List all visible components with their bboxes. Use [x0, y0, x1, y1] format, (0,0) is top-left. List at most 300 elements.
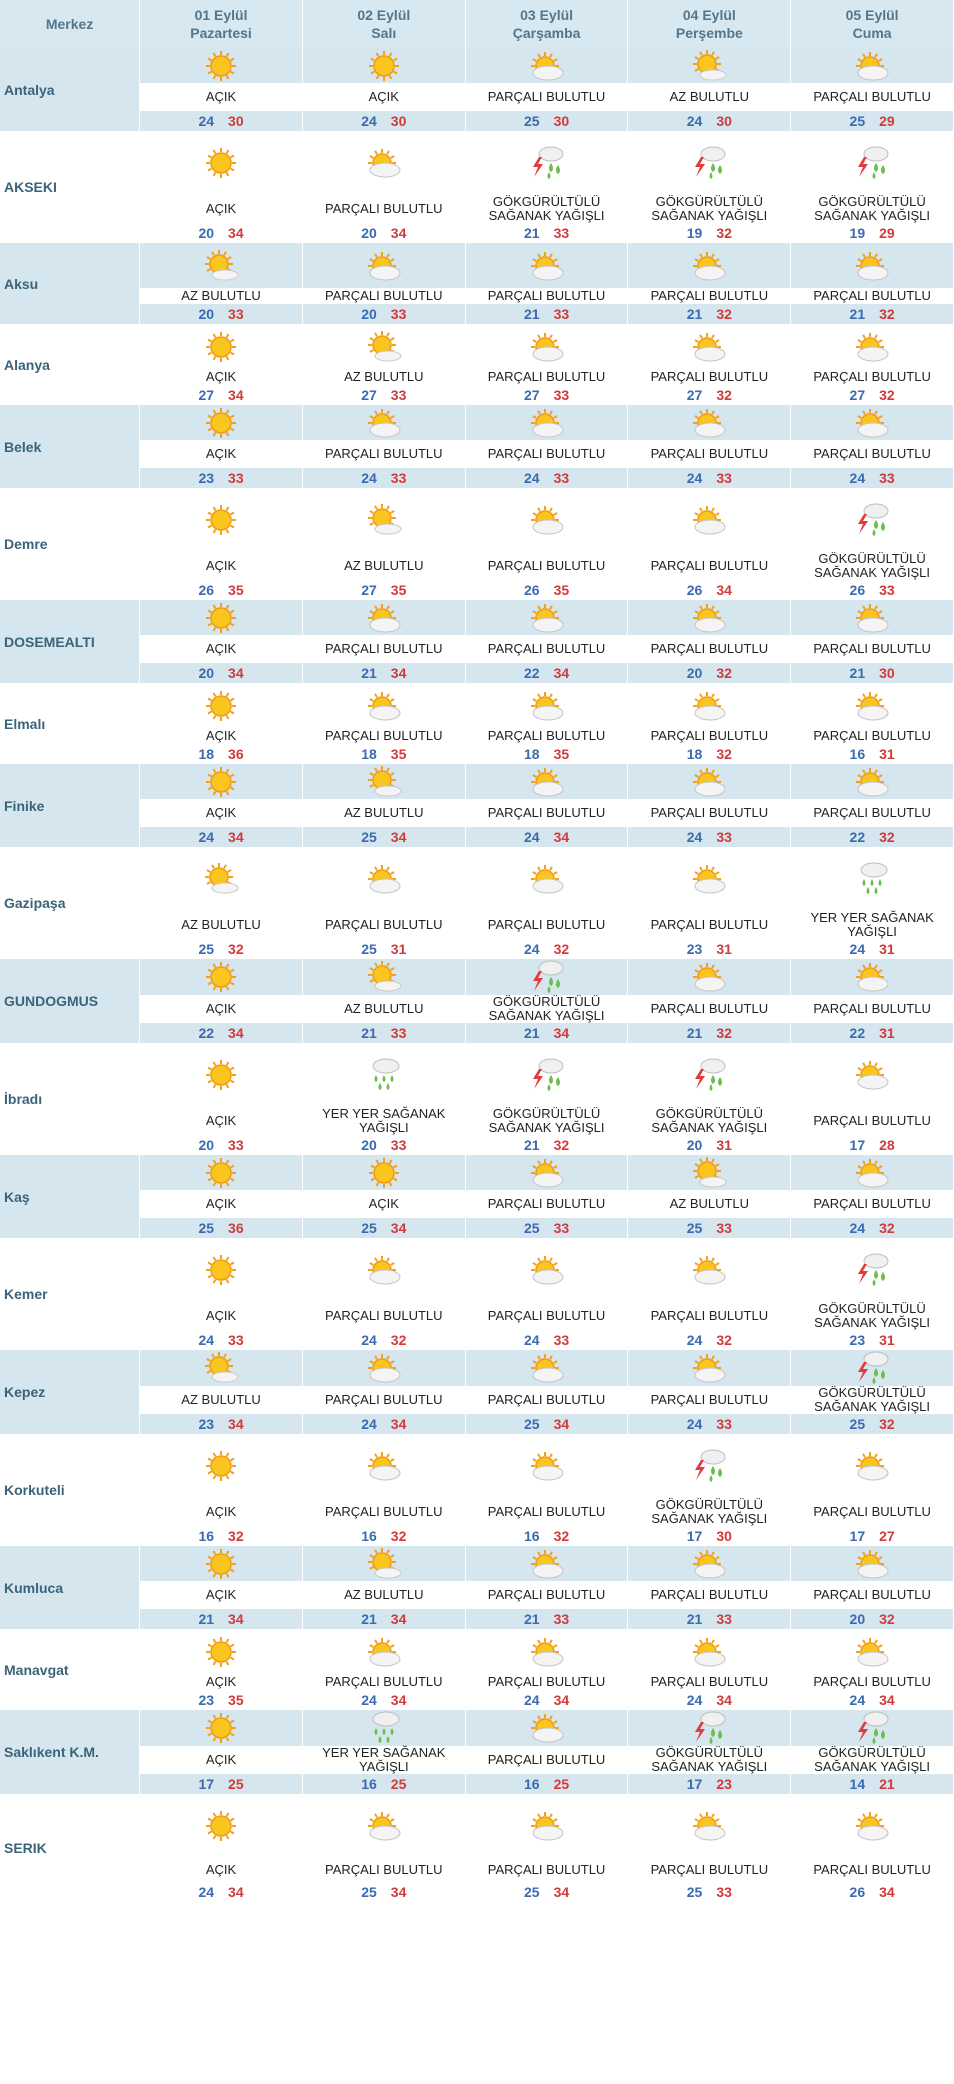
condition-text	[140, 1581, 303, 1609]
temp-max: 32	[879, 829, 895, 845]
temperature	[302, 1690, 465, 1710]
condition-label: PARÇALI BULUTLU	[813, 446, 931, 461]
condition-label: PARÇALI BULUTLU	[813, 288, 931, 303]
partly-cloudy-icon	[465, 324, 628, 369]
partly-cloudy-icon	[302, 683, 465, 728]
temp-min: 21	[686, 1025, 703, 1041]
city-condition-row	[0, 288, 954, 304]
city-name: Kumluca	[0, 1546, 140, 1629]
temp-max: 34	[228, 387, 244, 403]
temp-max: 25	[390, 1776, 407, 1792]
condition-label: AÇIK	[205, 1752, 237, 1767]
condition-label: PARÇALI BULUTLU	[487, 1196, 606, 1211]
temp-max: 33	[228, 1332, 244, 1348]
temp-max: 33	[553, 387, 570, 403]
header-day	[140, 0, 303, 48]
header-date: 05 Eylül	[845, 7, 899, 23]
sun-icon	[140, 683, 303, 728]
city-condition-row	[0, 83, 954, 111]
condition-text	[302, 635, 465, 663]
condition-text	[791, 1746, 954, 1774]
city-icon-row	[0, 1238, 954, 1302]
temp-min: 16	[523, 1528, 540, 1544]
condition-text	[302, 995, 465, 1023]
city-condition-row	[0, 995, 954, 1023]
temp-min: 19	[849, 225, 866, 241]
condition-label: AZ BULUTLU	[181, 917, 261, 932]
thunderstorm-icon	[465, 1043, 628, 1107]
partly-cloudy-icon	[302, 243, 465, 288]
temp-max: 33	[716, 470, 732, 486]
condition-text	[791, 995, 954, 1023]
condition-label: AZ BULUTLU	[344, 369, 424, 384]
temperature	[791, 1135, 954, 1155]
temp-min: 21	[523, 225, 540, 241]
temp-min: 24	[198, 1332, 215, 1348]
condition-text	[140, 1674, 303, 1690]
temperature	[140, 468, 303, 488]
condition-label: PARÇALI BULUTLU	[650, 558, 769, 573]
temperature	[140, 1882, 303, 1902]
temperature	[628, 1414, 791, 1434]
condition-text	[628, 1386, 791, 1414]
temperature	[628, 1882, 791, 1902]
condition-text	[791, 195, 954, 223]
temperature	[791, 744, 954, 764]
condition-label: AÇIK	[205, 805, 237, 820]
temperature	[628, 1526, 791, 1546]
city-temp-row	[0, 111, 954, 131]
condition-label: PARÇALI BULUTLU	[813, 1196, 931, 1211]
temp-max: 32	[716, 1025, 732, 1041]
condition-text	[465, 1746, 628, 1774]
temp-max: 32	[390, 1528, 407, 1544]
temp-min: 25	[523, 1416, 540, 1432]
condition-label: GÖKGÜRÜLTÜLÜ SAĞANAK YAĞIŞLI	[814, 1385, 931, 1414]
temperature	[791, 304, 954, 324]
partly-cloudy-icon	[791, 1043, 954, 1107]
condition-text	[628, 1858, 791, 1882]
condition-text	[140, 288, 303, 304]
temperature	[791, 1414, 954, 1434]
temp-max: 32	[716, 225, 732, 241]
temp-max: 27	[879, 1528, 895, 1544]
temp-max: 34	[553, 1025, 570, 1041]
condition-label: GÖKGÜRÜLTÜLÜ SAĞANAK YAĞIŞLI	[814, 551, 931, 580]
condition-text	[628, 911, 791, 939]
condition-text	[791, 1107, 954, 1135]
temperature	[791, 1218, 954, 1238]
temperature	[628, 1774, 791, 1794]
temp-max: 34	[390, 1611, 407, 1627]
header-weekday: Salı	[371, 25, 397, 41]
condition-text	[465, 799, 628, 827]
condition-label: PARÇALI BULUTLU	[813, 1504, 931, 1519]
temp-min: 25	[686, 1220, 703, 1236]
temp-min: 20	[198, 1137, 215, 1153]
temperature	[791, 468, 954, 488]
temp-min: 21	[523, 306, 540, 322]
condition-text	[791, 1302, 954, 1330]
sun-icon	[140, 600, 303, 635]
temp-max: 34	[390, 665, 407, 681]
condition-text	[465, 369, 628, 385]
header-date: 01 Eylül	[194, 7, 248, 23]
city-temp-row	[0, 1330, 954, 1350]
temp-min: 24	[686, 829, 703, 845]
temp-min: 17	[686, 1528, 703, 1544]
temp-max: 31	[716, 1137, 732, 1153]
sun-icon	[140, 1155, 303, 1190]
condition-label: PARÇALI BULUTLU	[325, 641, 443, 656]
temp-min: 21	[361, 665, 377, 681]
temperature	[140, 1023, 303, 1043]
temp-max: 34	[553, 1884, 570, 1900]
rain-showers-icon	[791, 847, 954, 911]
condition-label: AZ BULUTLU	[181, 1392, 261, 1407]
city-name: Finike	[0, 764, 140, 847]
temperature	[140, 223, 303, 243]
condition-label: AÇIK	[205, 1001, 237, 1016]
temp-max: 23	[716, 1776, 732, 1792]
partly-cloudy-icon	[302, 1238, 465, 1302]
partly-cloudy-icon	[302, 405, 465, 440]
temp-max: 33	[716, 829, 732, 845]
condition-label: GÖKGÜRÜLTÜLÜ SAĞANAK YAĞIŞLI	[814, 194, 931, 223]
temp-max: 35	[228, 582, 244, 598]
temperature	[628, 385, 791, 405]
temperature	[628, 1135, 791, 1155]
temp-max: 29	[879, 113, 895, 129]
condition-label: PARÇALI BULUTLU	[650, 728, 769, 743]
temp-max: 30	[716, 113, 732, 129]
condition-text	[302, 1386, 465, 1414]
few-clouds-icon	[140, 1350, 303, 1386]
temp-max: 31	[716, 941, 732, 957]
partly-cloudy-icon	[791, 1546, 954, 1581]
condition-label: YER YER SAĞANAK YAĞIŞLI	[810, 910, 934, 939]
condition-text	[628, 995, 791, 1023]
temperature	[302, 744, 465, 764]
temp-max: 29	[879, 225, 895, 241]
condition-text	[628, 728, 791, 744]
condition-text	[140, 635, 303, 663]
partly-cloudy-icon	[465, 764, 628, 799]
city-icon-row	[0, 847, 954, 911]
temp-min: 24	[361, 1416, 377, 1432]
sun-icon	[140, 764, 303, 799]
condition-label: AÇIK	[368, 89, 399, 104]
condition-text	[791, 1498, 954, 1526]
city-temp-row	[0, 663, 954, 683]
condition-label: AÇIK	[205, 558, 237, 573]
condition-text	[140, 1858, 303, 1882]
partly-cloudy-icon	[465, 683, 628, 728]
condition-label: GÖKGÜRÜLTÜLÜ SAĞANAK YAĞIŞLI	[488, 1106, 605, 1135]
temp-min: 23	[849, 1332, 866, 1348]
condition-text	[465, 195, 628, 223]
temperature	[628, 580, 791, 600]
temp-min: 26	[198, 582, 215, 598]
city-temp-row	[0, 939, 954, 959]
condition-text	[628, 1107, 791, 1135]
condition-text	[465, 1581, 628, 1609]
condition-text	[628, 1190, 791, 1218]
temperature	[465, 1023, 628, 1043]
city-icon-row	[0, 131, 954, 195]
temp-min: 26	[523, 582, 540, 598]
temp-min: 22	[198, 1025, 215, 1041]
condition-label: PARÇALI BULUTLU	[650, 1587, 769, 1602]
temp-max: 32	[228, 1528, 244, 1544]
city-name: İbradı	[0, 1043, 140, 1155]
condition-label: PARÇALI BULUTLU	[487, 641, 606, 656]
condition-text	[628, 440, 791, 468]
city-condition-row	[0, 1107, 954, 1135]
partly-cloudy-icon	[302, 131, 465, 195]
temp-max: 34	[390, 1220, 407, 1236]
condition-text	[302, 440, 465, 468]
condition-label: AÇIK	[205, 1196, 237, 1211]
city-icon-row	[0, 1794, 954, 1858]
sun-icon	[140, 1629, 303, 1674]
temp-min: 18	[361, 746, 377, 762]
condition-label: AZ BULUTLU	[181, 288, 261, 303]
temp-max: 32	[228, 941, 244, 957]
header-weekday: Perşembe	[675, 25, 743, 41]
partly-cloudy-icon	[791, 243, 954, 288]
condition-text	[465, 83, 628, 111]
partly-cloudy-icon	[791, 600, 954, 635]
condition-text	[791, 799, 954, 827]
temperature	[791, 111, 954, 131]
temperature	[791, 1690, 954, 1710]
temperature	[140, 1690, 303, 1710]
temp-min: 24	[361, 1692, 377, 1708]
condition-text	[302, 552, 465, 580]
condition-text	[791, 552, 954, 580]
condition-label: GÖKGÜRÜLTÜLÜ SAĞANAK YAĞIŞLI	[651, 194, 768, 223]
temperature	[628, 744, 791, 764]
condition-text	[302, 369, 465, 385]
temperature	[465, 385, 628, 405]
temp-max: 34	[228, 829, 244, 845]
temp-min: 26	[849, 582, 866, 598]
temperature	[791, 1609, 954, 1629]
temp-max: 36	[228, 746, 244, 762]
temp-min: 18	[198, 746, 215, 762]
city-icon-row	[0, 405, 954, 440]
condition-label: PARÇALI BULUTLU	[325, 1308, 443, 1323]
condition-label: GÖKGÜRÜLTÜLÜ SAĞANAK YAĞIŞLI	[651, 1106, 768, 1135]
condition-text	[791, 369, 954, 385]
temp-min: 17	[849, 1528, 866, 1544]
city-condition-row	[0, 728, 954, 744]
partly-cloudy-icon	[628, 683, 791, 728]
partly-cloudy-icon	[628, 764, 791, 799]
condition-label: AÇIK	[205, 1587, 237, 1602]
temp-min: 21	[361, 1025, 377, 1041]
temperature	[140, 1609, 303, 1629]
condition-text	[791, 728, 954, 744]
partly-cloudy-icon	[302, 1794, 465, 1858]
condition-text	[628, 195, 791, 223]
condition-text	[628, 83, 791, 111]
condition-label: GÖKGÜRÜLTÜLÜ SAĞANAK YAĞIŞLI	[814, 1745, 931, 1774]
condition-text	[465, 1386, 628, 1414]
few-clouds-icon	[628, 1155, 791, 1190]
sun-icon	[140, 1043, 303, 1107]
condition-label: GÖKGÜRÜLTÜLÜ SAĞANAK YAĞIŞLI	[488, 194, 605, 223]
condition-label: PARÇALI BULUTLU	[650, 1001, 769, 1016]
temperature	[140, 939, 303, 959]
temp-max: 31	[879, 1332, 895, 1348]
temp-min: 16	[361, 1776, 377, 1792]
condition-label: PARÇALI BULUTLU	[325, 288, 443, 303]
sun-icon	[302, 48, 465, 83]
partly-cloudy-icon	[465, 600, 628, 635]
temp-min: 17	[686, 1776, 703, 1792]
condition-label: PARÇALI BULUTLU	[650, 1862, 769, 1877]
header-weekday: Pazartesi	[190, 25, 252, 41]
condition-text	[791, 1858, 954, 1882]
temp-min: 23	[198, 1416, 215, 1432]
temp-max: 30	[228, 113, 244, 129]
condition-text	[465, 1302, 628, 1330]
city-icon-row	[0, 1546, 954, 1581]
condition-text	[302, 1107, 465, 1135]
city-icon-row	[0, 324, 954, 369]
temp-max: 34	[553, 665, 570, 681]
temp-max: 33	[879, 582, 895, 598]
temp-max: 34	[228, 1611, 244, 1627]
condition-label: PARÇALI BULUTLU	[487, 1752, 606, 1767]
partly-cloudy-icon	[628, 488, 791, 552]
partly-cloudy-icon	[628, 243, 791, 288]
few-clouds-icon	[302, 324, 465, 369]
temperature	[302, 1609, 465, 1629]
temp-max: 25	[228, 1776, 244, 1792]
temp-max: 34	[228, 665, 244, 681]
temp-min: 26	[686, 582, 703, 598]
condition-label: GÖKGÜRÜLTÜLÜ SAĞANAK YAĞIŞLI	[814, 1301, 931, 1330]
temperature	[465, 663, 628, 683]
temp-min: 20	[198, 225, 215, 241]
condition-label: PARÇALI BULUTLU	[487, 1308, 606, 1323]
temperature	[791, 580, 954, 600]
temp-min: 21	[523, 1611, 540, 1627]
condition-text	[628, 1498, 791, 1526]
temperature	[140, 580, 303, 600]
temp-min: 20	[686, 1137, 703, 1153]
condition-text	[628, 1581, 791, 1609]
header-day	[302, 0, 465, 48]
condition-label: PARÇALI BULUTLU	[487, 89, 606, 104]
temperature	[791, 827, 954, 847]
temp-max: 33	[553, 1611, 570, 1627]
condition-label: PARÇALI BULUTLU	[813, 1113, 931, 1128]
temp-min: 20	[361, 1137, 377, 1153]
condition-text	[140, 83, 303, 111]
condition-label: AÇIK	[205, 446, 237, 461]
temp-max: 34	[390, 1692, 407, 1708]
city-condition-row	[0, 1674, 954, 1690]
temperature	[302, 223, 465, 243]
temp-max: 33	[553, 1332, 570, 1348]
header-day	[465, 0, 628, 48]
temp-min: 25	[361, 1220, 377, 1236]
condition-text	[140, 552, 303, 580]
city-icon-row	[0, 600, 954, 635]
temp-max: 34	[390, 1416, 407, 1432]
city-name: Kemer	[0, 1238, 140, 1350]
condition-label: PARÇALI BULUTLU	[325, 1504, 443, 1519]
sun-icon	[140, 405, 303, 440]
condition-text	[140, 1302, 303, 1330]
temp-min: 17	[198, 1776, 215, 1792]
city-name: Antalya	[0, 48, 140, 131]
temp-min: 24	[849, 1692, 866, 1708]
city-icon-row	[0, 488, 954, 552]
temp-min: 25	[361, 1884, 377, 1900]
condition-text	[302, 83, 465, 111]
sun-icon	[140, 1238, 303, 1302]
temp-min: 24	[686, 470, 703, 486]
temperature	[791, 1526, 954, 1546]
temp-min: 27	[523, 387, 540, 403]
city-icon-row	[0, 48, 954, 83]
temp-min: 24	[198, 1884, 215, 1900]
few-clouds-icon	[140, 847, 303, 911]
temp-min: 20	[686, 665, 703, 681]
city-temp-row	[0, 1135, 954, 1155]
temp-max: 34	[228, 1416, 244, 1432]
temp-min: 27	[198, 387, 215, 403]
city-icon-row	[0, 1043, 954, 1107]
condition-label: YER YER SAĞANAK YAĞIŞLI	[322, 1745, 446, 1774]
temperature	[465, 1414, 628, 1434]
temp-max: 31	[879, 746, 895, 762]
temp-min: 24	[686, 1692, 703, 1708]
temp-min: 25	[523, 1884, 540, 1900]
temp-max: 33	[879, 470, 895, 486]
sun-icon	[302, 1155, 465, 1190]
header-day	[791, 0, 954, 48]
city-condition-row	[0, 369, 954, 385]
city-icon-row	[0, 683, 954, 728]
condition-label: AÇIK	[205, 369, 237, 384]
few-clouds-icon	[302, 1546, 465, 1581]
temp-min: 25	[849, 113, 866, 129]
condition-text	[302, 799, 465, 827]
city-temp-row	[0, 385, 954, 405]
temperature	[465, 939, 628, 959]
temperature	[140, 1526, 303, 1546]
temperature	[791, 1330, 954, 1350]
condition-label: PARÇALI BULUTLU	[487, 558, 606, 573]
temperature	[628, 1330, 791, 1350]
thunderstorm-icon	[465, 959, 628, 995]
city-name: Manavgat	[0, 1629, 140, 1710]
temp-min: 17	[849, 1137, 866, 1153]
temperature	[628, 1023, 791, 1043]
partly-cloudy-icon	[465, 1710, 628, 1746]
temperature	[302, 939, 465, 959]
partly-cloudy-icon	[302, 847, 465, 911]
city-icon-row	[0, 1629, 954, 1674]
condition-label: PARÇALI BULUTLU	[487, 1392, 606, 1407]
temp-min: 24	[361, 1332, 377, 1348]
